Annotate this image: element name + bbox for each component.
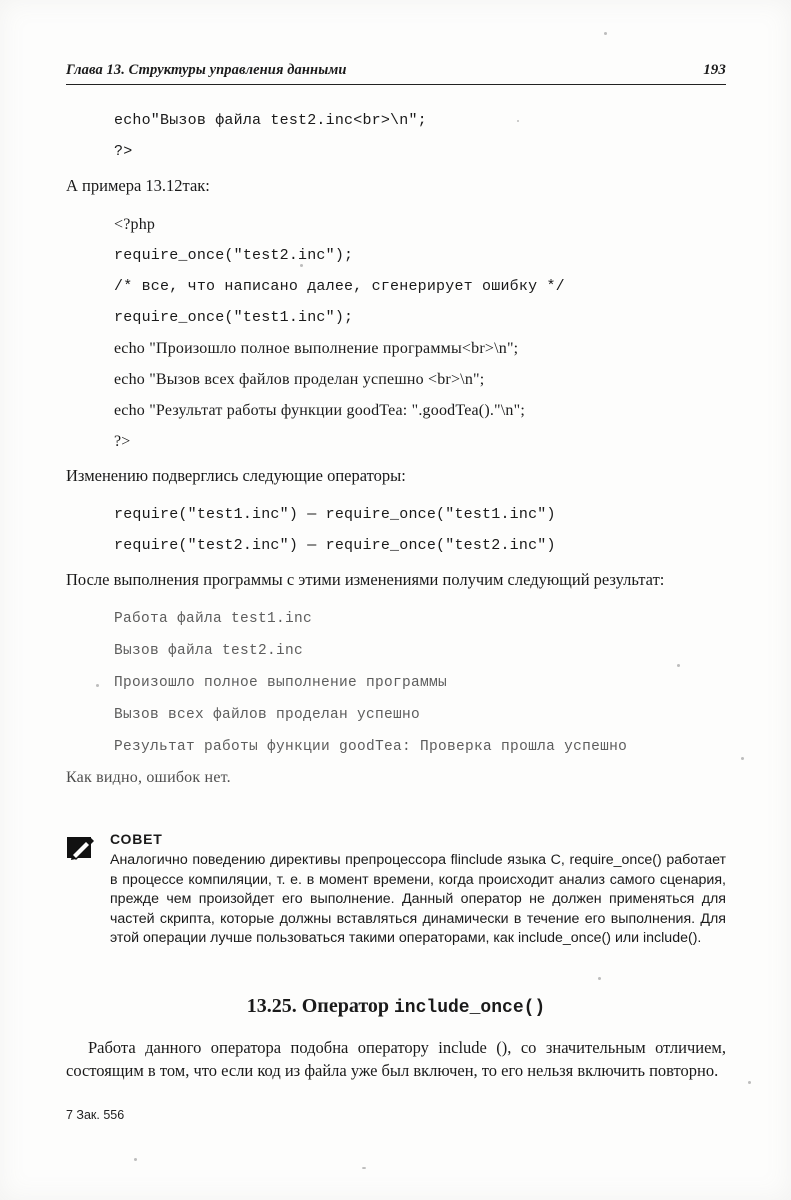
- page-content: [66, 62, 726, 1083]
- output-line-2: Произошло полное выполнение программы: [114, 675, 448, 691]
- section-heading-code: include_once(): [394, 997, 546, 1018]
- section-paragraph: Работа данного оператора подобна оператору include (), со значительным отличием, состоящим в том, что если код из файла уже был включен, то его нельзя включить повторно.: [66, 1037, 726, 1081]
- spacer: [66, 596, 726, 603]
- output-line-1: Вызов файла test2.inc: [114, 643, 304, 659]
- pencil-note-icon: [66, 831, 102, 868]
- scan-speck: [134, 1158, 137, 1161]
- paragraph-no-errors: Как видно, ошибок нет.: [66, 769, 231, 786]
- code-line-1: require_once("test2.inc");: [114, 247, 354, 264]
- changed-operator-1: require("test2.inc") — require_once("test2.inc"): [114, 537, 556, 554]
- output-line-4: Результат работы функции goodTea: Проверка прошла успешно: [114, 739, 628, 755]
- running-head: [66, 62, 726, 79]
- scan-speck: [741, 757, 744, 760]
- code-line-5: echo "Вызов всех файлов проделан успешно <br>\n";: [114, 371, 485, 388]
- code-line-3: require_once("test1.inc");: [114, 309, 354, 326]
- paragraph-example-intro: А примера 13.12так:: [66, 176, 210, 195]
- spacer: [66, 167, 726, 174]
- section-heading: [66, 995, 726, 1018]
- header-rule: [66, 84, 726, 85]
- scan-speck: [362, 1167, 366, 1169]
- spacer: [66, 457, 726, 464]
- scan-speck: [748, 1081, 751, 1084]
- code-line-6: echo "Результат работы функции goodTea: ".goodTea()."\n";: [114, 402, 526, 419]
- tip-box: [66, 831, 726, 949]
- tip-content: [102, 831, 726, 949]
- code-line-php-close: ?>: [114, 143, 133, 160]
- paragraph-changed-operators: Изменению подверглись следующие операторы:: [66, 466, 406, 485]
- output-line-3: Вызов всех файлов проделан успешно: [114, 707, 421, 723]
- paragraph-result-intro: После выполнения программы с этими изменениями получим следующий результат:: [66, 570, 665, 589]
- changed-operator-0: require("test1.inc") — require_once("test1.inc"): [114, 506, 556, 523]
- spacer: [66, 492, 726, 499]
- code-line-0: <?php: [114, 216, 156, 233]
- chapter-title: Глава 13. Структуры управления данными: [66, 62, 347, 78]
- spacer: [66, 561, 726, 568]
- output-line-0: Работа файла test1.inc: [114, 611, 313, 627]
- code-line-7: ?>: [114, 433, 131, 450]
- tip-text: Аналогично поведению директивы препроцессора flinclude языка C, require_once() работает в процессе компиляции, т. е. в момент времени, когда происходит анализ самого сценария, прежде чем произойдет его выполнение. Данный оператор не должен применяться для частей скрипта, которые должны вставляться динамически в течение его выполнения. Для этой операции лучше пользоваться такими операторами, как include_once() или include().: [110, 852, 726, 947]
- scan-speck: [604, 32, 607, 35]
- code-line-echo-call: echo"Вызов файла test2.inc<br>\n";: [114, 112, 427, 129]
- spacer: [66, 202, 726, 209]
- section-heading-text: 13.25. Оператор: [246, 994, 394, 1017]
- tip-title: СОВЕТ: [110, 831, 163, 847]
- code-line-4: echo "Произошло полное выполнение программы<br>\n";: [114, 340, 519, 357]
- code-line-2: /* все, что написано далее, сгенерирует ошибку */: [114, 278, 565, 295]
- page-number: 193: [703, 62, 726, 78]
- footer-signature: 7 Зак. 556: [66, 1108, 125, 1122]
